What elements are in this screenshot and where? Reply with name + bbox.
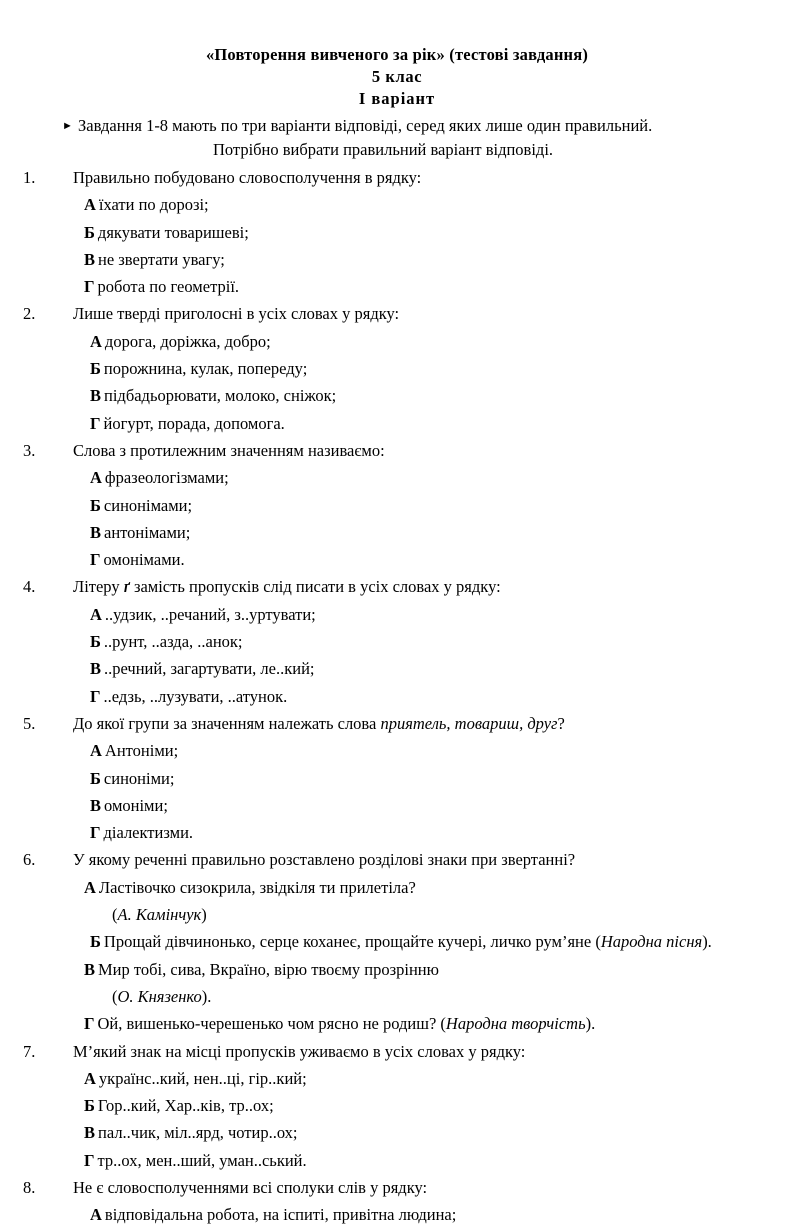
- source-open-paren: (: [112, 986, 118, 1006]
- option-text: синонімами;: [103, 495, 193, 515]
- question-number: 4.: [23, 577, 36, 597]
- option-letter: В: [90, 522, 102, 542]
- option-row[interactable]: [0, 819, 794, 846]
- source-name: О. Князенко: [117, 986, 202, 1006]
- question-4: [0, 573, 794, 709]
- instruction-line-2: Потрібно вибрати правильний варіант відповіді.: [212, 140, 554, 159]
- question-number: 2.: [23, 304, 36, 324]
- option-row[interactable]: [0, 191, 794, 218]
- source-close-paren: ).: [201, 986, 212, 1006]
- option-text: синоніми;: [103, 768, 175, 788]
- question-1: [0, 164, 794, 300]
- option-text: дякувати товаришеві;: [97, 222, 249, 242]
- question-prompt-row: [0, 300, 794, 327]
- option-letter: А: [90, 741, 102, 761]
- option-letter: Г: [84, 1014, 95, 1034]
- option-text: українс..кий, нен..ці, гір..кий;: [98, 1068, 307, 1088]
- instruction-text-1: Завдання 1-8 мають по три варіанти відповіді, серед яких лише один правильний.: [78, 116, 653, 135]
- option-letter: Б: [90, 768, 101, 788]
- option-letter: Г: [90, 823, 101, 843]
- option-text: ..речний, загартувати, ле..кий;: [104, 659, 315, 679]
- option-text: дорога, доріжка, добро;: [104, 331, 271, 351]
- source-close-paren: ).: [585, 1014, 596, 1034]
- source-close-paren: ): [201, 905, 207, 925]
- page-title: «Повторення вивченого за рік» (тестові завдання): [205, 45, 589, 64]
- arrow-bullet-icon: ►: [62, 120, 73, 132]
- question-number: 7.: [23, 1041, 36, 1061]
- question-8: [0, 1174, 794, 1229]
- option-text: робота по геометрії.: [97, 277, 240, 297]
- option-text: Антоніми;: [104, 741, 179, 761]
- option-text: антонімами;: [104, 522, 191, 542]
- option-text: підбадьорювати, молоко, сніжок;: [104, 386, 337, 406]
- source-close-paren: ).: [702, 932, 712, 952]
- question-text: [73, 577, 501, 596]
- option-row[interactable]: [0, 546, 794, 573]
- option-letter: А: [84, 1068, 96, 1088]
- option-row[interactable]: [0, 792, 794, 819]
- question-5: [0, 710, 794, 846]
- option-row[interactable]: [0, 273, 794, 300]
- option-text: порожнина, кулак, попереду;: [103, 359, 308, 379]
- option-text: ..едзь, ..лузувати, ..атунок.: [103, 686, 288, 706]
- option-row[interactable]: [0, 1119, 794, 1146]
- option-text: Гор..кий, Хар..ків, тр..ох;: [97, 1096, 274, 1116]
- option-row[interactable]: [0, 1147, 794, 1174]
- option-letter: А: [84, 877, 96, 897]
- option-letter: В: [84, 959, 96, 979]
- option-letter: В: [90, 659, 102, 679]
- option-letter: Г: [90, 686, 101, 706]
- option-text: пал..чик, міл..ярд, чотир..ох;: [98, 1123, 298, 1143]
- option-letter: В: [90, 386, 102, 406]
- option-letter: Г: [84, 1150, 95, 1170]
- option-letter: Б: [90, 932, 101, 952]
- option-row[interactable]: [0, 382, 794, 409]
- option-letter: Г: [90, 550, 101, 570]
- option-row[interactable]: [0, 246, 794, 273]
- question-text: Слова з протилежним значенням називаємо:: [73, 440, 385, 460]
- option-row[interactable]: [0, 410, 794, 437]
- option-letter: Г: [84, 277, 95, 297]
- question-number: 6.: [23, 850, 36, 870]
- question-text-before: До якої групи за значенням належать слова: [73, 713, 381, 733]
- variant-subtitle: I варіант: [358, 89, 436, 108]
- option-row[interactable]: [0, 1065, 794, 1092]
- option-row[interactable]: [0, 519, 794, 546]
- option-row[interactable]: [0, 464, 794, 491]
- question-text: М’який знак на місці пропусків уживаємо в усіх словах у рядку:: [73, 1041, 526, 1061]
- source-name: Народна пісня: [600, 932, 703, 952]
- question-number: 3.: [23, 440, 36, 460]
- option-row[interactable]: [0, 492, 794, 519]
- option-row[interactable]: [0, 765, 794, 792]
- option-row[interactable]: [0, 601, 794, 628]
- questions-list: [0, 164, 794, 1229]
- option-text: омонімами.: [103, 550, 185, 570]
- question-highlight-letter: ґ: [123, 577, 130, 597]
- question-prompt-row: [0, 437, 794, 464]
- option-row[interactable]: [0, 683, 794, 710]
- option-row[interactable]: [0, 956, 794, 983]
- option-letter: Б: [90, 495, 101, 515]
- option-text: діалектизми.: [103, 823, 194, 843]
- question-text: Правильно побудовано словосполучення в рядку:: [73, 168, 422, 187]
- question-6: [0, 846, 794, 1037]
- document-title-block: [0, 44, 794, 110]
- option-row[interactable]: [0, 655, 794, 682]
- question-text-before: Літеру: [73, 577, 124, 597]
- option-letter: А: [90, 331, 102, 351]
- option-text: омоніми;: [104, 795, 168, 815]
- option-letter: А: [90, 1205, 102, 1225]
- option-letter: А: [90, 468, 102, 488]
- option-row[interactable]: [0, 1201, 794, 1228]
- question-text-after: замість пропусків слід писати в усіх словах у рядку:: [129, 577, 501, 597]
- question-prompt-row: [0, 1174, 794, 1201]
- option-text: йогурт, порада, допомога.: [103, 413, 285, 433]
- option-text: їхати по дорозі;: [98, 195, 209, 215]
- option-source-row: [0, 901, 794, 928]
- source-name: А. Камінчук: [117, 905, 202, 925]
- option-row[interactable]: [0, 219, 794, 246]
- option-source-row: [0, 983, 794, 1010]
- option-letter: Б: [90, 632, 101, 652]
- option-row[interactable]: [0, 737, 794, 764]
- question-2: [0, 300, 794, 436]
- question-text: Лише тверді приголосні в усіх словах у рядку:: [73, 304, 400, 324]
- option-letter: Б: [90, 359, 101, 379]
- option-row[interactable]: [0, 628, 794, 655]
- option-row[interactable]: [0, 1092, 794, 1119]
- question-prompt-row: [0, 164, 794, 191]
- option-row[interactable]: [0, 874, 794, 901]
- question-italic-words: приятель, товариш, друг: [380, 713, 558, 733]
- question-text: У якому реченні правильно розставлено розділові знаки при звертанні?: [73, 850, 576, 870]
- question-prompt-row: [0, 710, 794, 737]
- instructions-block: [0, 114, 794, 161]
- option-text: Мир тобі, сива, Вкраїно, вірю твоєму прозрінню: [98, 959, 439, 979]
- question-text-after: ?: [557, 713, 565, 733]
- option-letter: В: [84, 1123, 96, 1143]
- grade-subtitle: 5 клас: [371, 67, 423, 86]
- question-number: 5.: [23, 713, 36, 733]
- question-text: [73, 714, 565, 733]
- option-row[interactable]: [0, 928, 794, 955]
- option-letter: А: [90, 604, 102, 624]
- option-letter: Б: [84, 1096, 95, 1116]
- question-number: 8.: [23, 1177, 36, 1197]
- question-7: [0, 1038, 794, 1174]
- instruction-line-1: [0, 114, 794, 138]
- option-text: фразеологізмами;: [104, 468, 229, 488]
- document-content: [0, 44, 794, 1229]
- source-open-paren: (: [112, 905, 118, 925]
- option-letter: В: [84, 249, 96, 269]
- question-prompt-row: [0, 846, 794, 873]
- option-text: ..рунт, ..азда, ..анок;: [103, 632, 243, 652]
- option-letter: Г: [90, 413, 101, 433]
- option-text: не звертати увагу;: [98, 249, 225, 269]
- question-prompt-row: [0, 1038, 794, 1065]
- option-text: ..удзик, ..речаний, з..уртувати;: [104, 604, 316, 624]
- question-prompt-row: [0, 573, 794, 600]
- option-row[interactable]: [0, 328, 794, 355]
- option-text: відповідальна робота, на іспиті, привітна людина;: [104, 1205, 457, 1225]
- option-text: Ой, вишенько-черешенько чом рясно не родиш? (: [97, 1014, 446, 1034]
- option-text: тр..ох, мен..ший, уман..ський.: [97, 1150, 307, 1170]
- question-number: 1.: [23, 168, 36, 187]
- option-row[interactable]: [0, 355, 794, 382]
- question-text: Не є словосполученнями всі сполуки слів у рядку:: [73, 1177, 428, 1197]
- question-3: [0, 437, 794, 573]
- option-text: Ластівочко сизокрила, звідкіля ти прилетіла?: [98, 877, 416, 897]
- option-letter: Б: [84, 222, 95, 242]
- option-letter: В: [90, 795, 102, 815]
- option-text: Прощай дівчинонько, серце коханеє, прощайте кучері, личко рум’яне (: [103, 932, 601, 952]
- option-row[interactable]: [0, 1010, 794, 1037]
- option-letter: А: [84, 195, 96, 215]
- source-name: Народна творчість: [445, 1014, 586, 1034]
